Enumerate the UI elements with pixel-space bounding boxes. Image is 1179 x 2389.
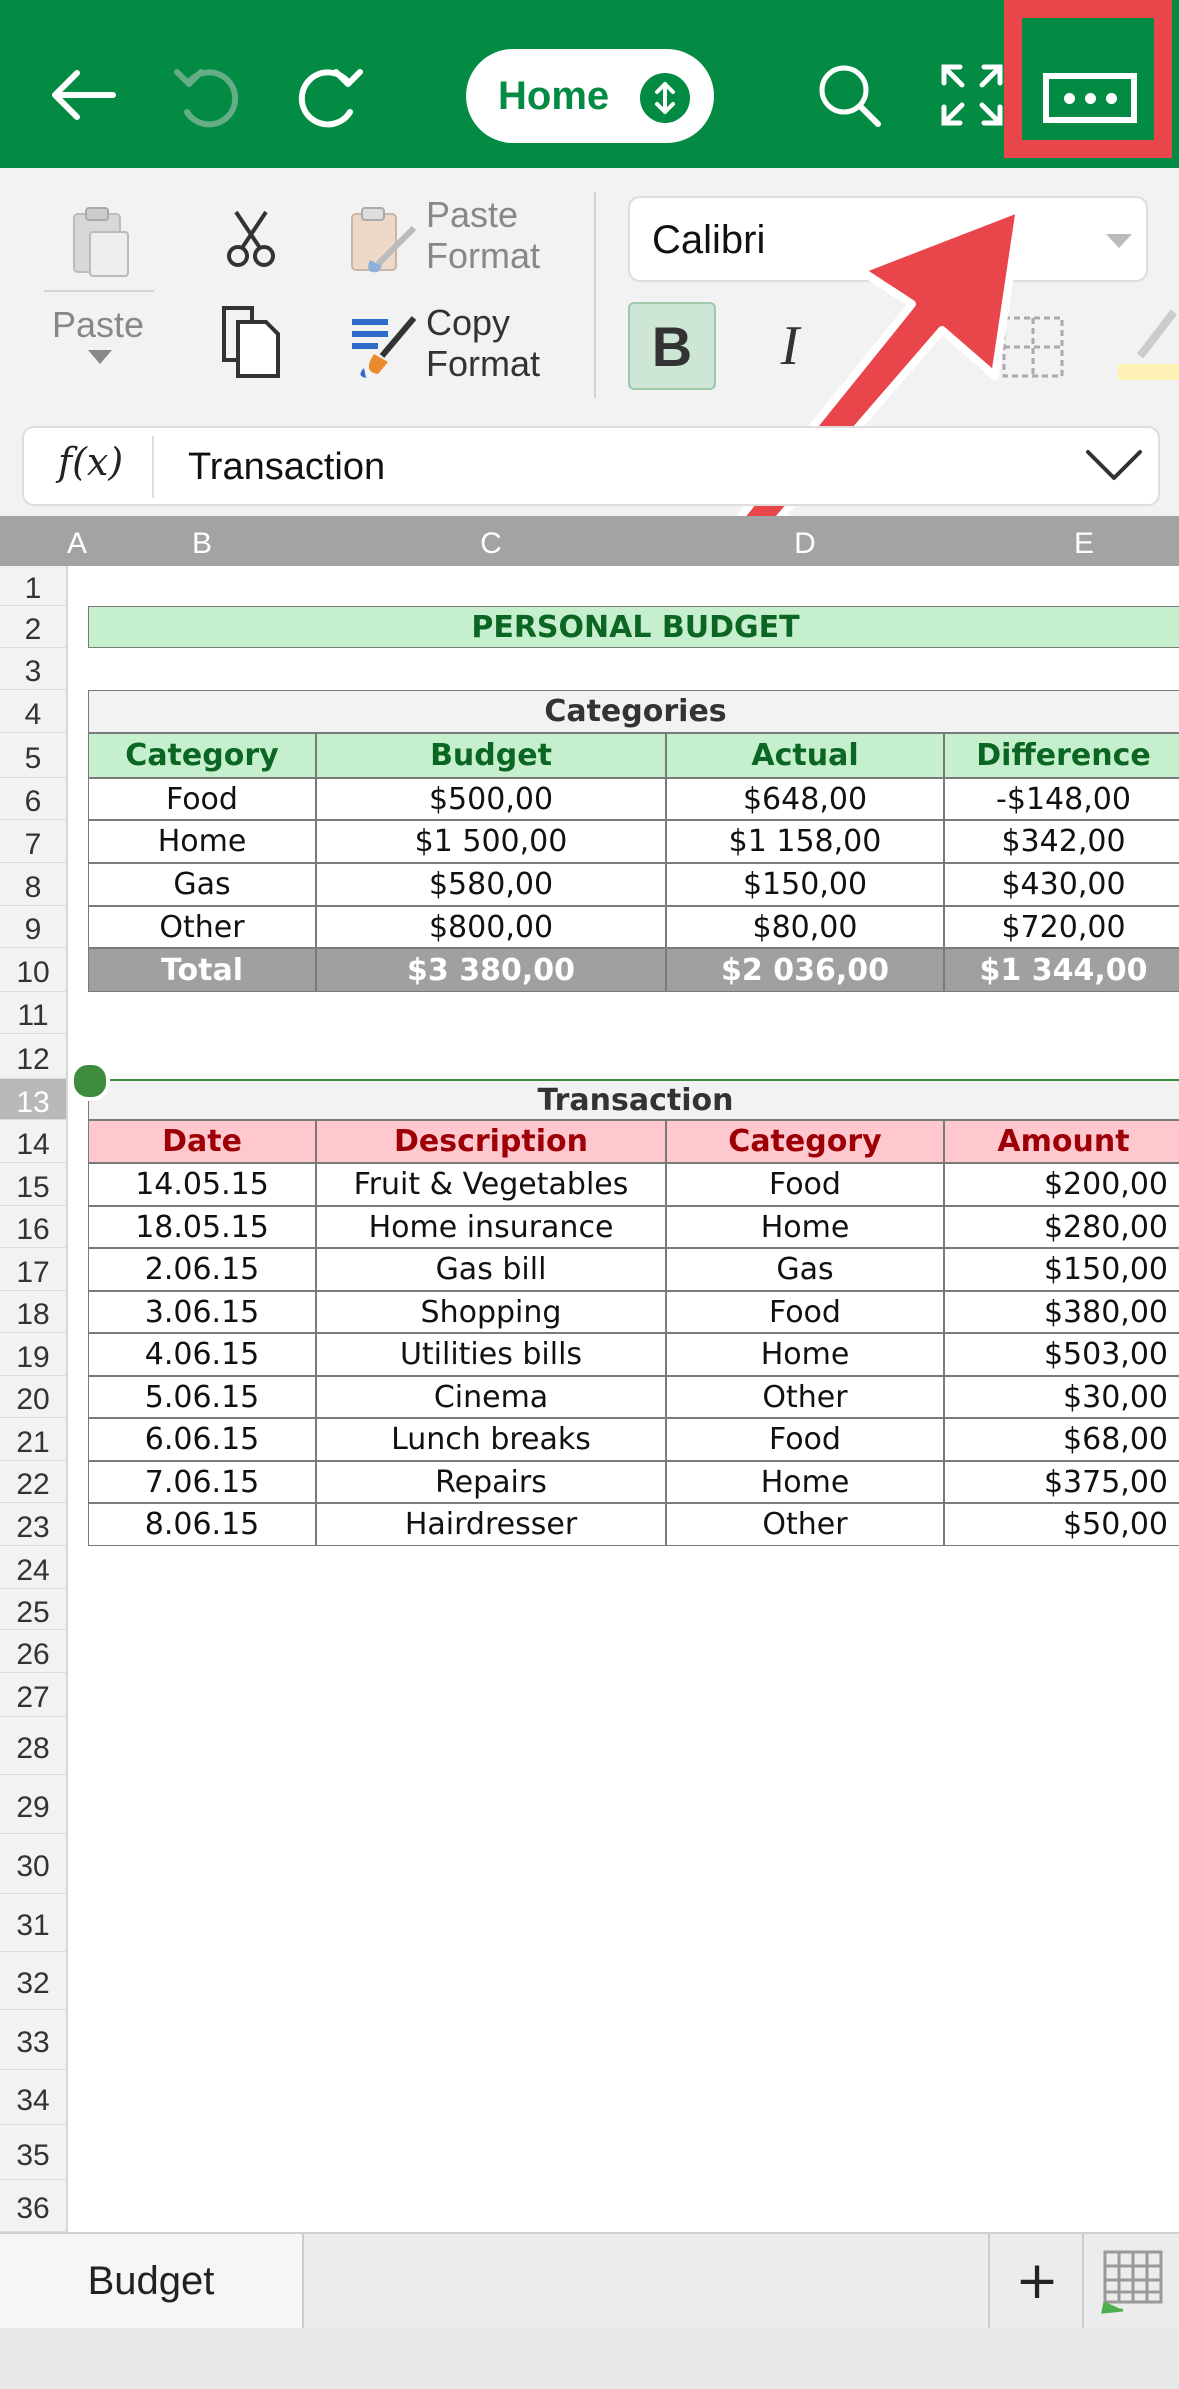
transaction-cell[interactable]: Utilities bills: [316, 1333, 666, 1376]
function-icon[interactable]: f(x): [58, 440, 124, 484]
sheet-tab-bar: [0, 2232, 1179, 2330]
categories-cell[interactable]: $430,00: [944, 863, 1179, 906]
categories-header[interactable]: Difference: [944, 733, 1179, 778]
categories-cell[interactable]: $800,00: [316, 906, 666, 948]
transaction-cell[interactable]: $68,00: [944, 1418, 1179, 1461]
selection-handle[interactable]: [70, 1061, 110, 1101]
row-header-23[interactable]: 23: [0, 1503, 66, 1546]
categories-cell[interactable]: $342,00: [944, 820, 1179, 863]
formula-input[interactable]: Transaction: [188, 446, 386, 488]
categories-cell[interactable]: -$148,00: [944, 778, 1179, 820]
transaction-cell[interactable]: Fruit & Vegetables: [316, 1163, 666, 1206]
row-header-7[interactable]: 7: [0, 820, 66, 863]
sheet-tab-budget[interactable]: Budget: [0, 2234, 304, 2328]
font-name-value: Calibri: [652, 218, 766, 262]
transaction-cell[interactable]: $280,00: [944, 1206, 1179, 1248]
transaction-cell[interactable]: 5.06.15: [88, 1376, 316, 1418]
transaction-cell[interactable]: 14.05.15: [88, 1163, 316, 1206]
transaction-cell[interactable]: Repairs: [316, 1461, 666, 1503]
transaction-cell[interactable]: Cinema: [316, 1376, 666, 1418]
transaction-cell[interactable]: $380,00: [944, 1291, 1179, 1333]
home-tab-label: Home: [498, 73, 610, 118]
row-header-13[interactable]: 13: [0, 1079, 66, 1120]
copy-format-label-1[interactable]: Copy: [426, 302, 511, 343]
transaction-cell[interactable]: 4.06.15: [88, 1333, 316, 1376]
categories-cell[interactable]: Food: [88, 778, 316, 820]
categories-total-cell[interactable]: Total: [88, 948, 316, 992]
formula-bar[interactable]: [22, 426, 1160, 506]
transaction-cell[interactable]: Home: [666, 1461, 944, 1503]
transaction-header[interactable]: Date: [88, 1120, 316, 1163]
transaction-cell[interactable]: Other: [666, 1503, 944, 1546]
transaction-cell[interactable]: Home insurance: [316, 1206, 666, 1248]
row-header-18[interactable]: 18: [0, 1291, 66, 1333]
row-header-27[interactable]: 27: [0, 1673, 66, 1717]
transaction-cell[interactable]: Food: [666, 1418, 944, 1461]
transaction-cell[interactable]: $30,00: [944, 1376, 1179, 1418]
row-header-20[interactable]: 20: [0, 1376, 66, 1418]
row-header-1[interactable]: 1: [0, 566, 66, 606]
transaction-cell[interactable]: Home: [666, 1206, 944, 1248]
transaction-title[interactable]: Transaction: [88, 1079, 1179, 1120]
transaction-cell[interactable]: 7.06.15: [88, 1461, 316, 1503]
categories-title[interactable]: Categories: [88, 690, 1179, 733]
transaction-cell[interactable]: Food: [666, 1291, 944, 1333]
row-header-9[interactable]: 9: [0, 906, 66, 948]
categories-cell[interactable]: $500,00: [316, 778, 666, 820]
categories-cell[interactable]: Gas: [88, 863, 316, 906]
column-header-a[interactable]: A: [66, 527, 87, 560]
categories-cell[interactable]: $1 500,00: [316, 820, 666, 863]
categories-total-cell[interactable]: $3 380,00: [316, 948, 666, 992]
transaction-header[interactable]: Description: [316, 1120, 666, 1163]
categories-cell[interactable]: Other: [88, 906, 316, 948]
row-header-36[interactable]: 36: [0, 2180, 66, 2232]
transaction-cell[interactable]: $200,00: [944, 1163, 1179, 1206]
row-header-14[interactable]: 14: [0, 1120, 66, 1163]
categories-cell[interactable]: $580,00: [316, 863, 666, 906]
row-header-4[interactable]: 4: [0, 690, 66, 733]
spreadsheet-grid[interactable]: [68, 566, 1179, 2232]
transaction-cell[interactable]: 18.05.15: [88, 1206, 316, 1248]
categories-total-cell[interactable]: $2 036,00: [666, 948, 944, 992]
row-header-24[interactable]: 24: [0, 1546, 66, 1589]
categories-cell[interactable]: $648,00: [666, 778, 944, 820]
transaction-cell[interactable]: $375,00: [944, 1461, 1179, 1503]
transaction-cell[interactable]: 3.06.15: [88, 1291, 316, 1333]
row-header-3[interactable]: 3: [0, 648, 66, 690]
formula-divider: [152, 436, 154, 498]
categories-cell[interactable]: Home: [88, 820, 316, 863]
row-header-35[interactable]: 35: [0, 2125, 66, 2180]
row-header-29[interactable]: 29: [0, 1775, 66, 1834]
transaction-header[interactable]: Category: [666, 1120, 944, 1163]
row-header-26[interactable]: 26: [0, 1630, 66, 1673]
transaction-cell[interactable]: Gas: [666, 1248, 944, 1291]
categories-cell[interactable]: $1 158,00: [666, 820, 944, 863]
transaction-cell[interactable]: Home: [666, 1333, 944, 1376]
transaction-cell[interactable]: Hairdresser: [316, 1503, 666, 1546]
paste-format-label-1[interactable]: Paste: [426, 194, 519, 235]
row-header-5[interactable]: 5: [0, 733, 66, 778]
row-header-25[interactable]: 25: [0, 1589, 66, 1630]
chevron-down-icon[interactable]: [1084, 446, 1144, 490]
transaction-cell[interactable]: 2.06.15: [88, 1248, 316, 1291]
row-header-30[interactable]: 30: [0, 1834, 66, 1894]
row-header-22[interactable]: 22: [0, 1461, 66, 1503]
copy-format-label-2[interactable]: Format: [426, 343, 541, 384]
italic-button[interactable]: I: [780, 315, 800, 377]
row-header-28[interactable]: 28: [0, 1717, 66, 1775]
paste-button[interactable]: Paste: [52, 304, 145, 345]
row-header-33[interactable]: 33: [0, 2010, 66, 2070]
column-header-e[interactable]: E: [1073, 527, 1094, 560]
budget-title[interactable]: PERSONAL BUDGET: [88, 606, 1179, 648]
column-header-b[interactable]: B: [191, 527, 212, 560]
row-header-2[interactable]: 2: [0, 606, 66, 648]
categories-header[interactable]: Category: [88, 733, 316, 778]
add-sheet-button[interactable]: +: [988, 2234, 1084, 2328]
transaction-header[interactable]: Amount: [944, 1120, 1179, 1163]
transaction-cell[interactable]: Lunch breaks: [316, 1418, 666, 1461]
bold-button[interactable]: B: [628, 302, 716, 390]
paste-format-label-2[interactable]: Format: [426, 235, 541, 276]
categories-header[interactable]: Actual: [666, 733, 944, 778]
row-header-12[interactable]: 12: [0, 1034, 66, 1079]
row-header-32[interactable]: 32: [0, 1952, 66, 2010]
transaction-cell[interactable]: $150,00: [944, 1248, 1179, 1291]
home-indicator-area: [0, 2328, 1179, 2389]
transaction-cell[interactable]: Other: [666, 1376, 944, 1418]
row-header-34[interactable]: 34: [0, 2070, 66, 2125]
transaction-cell[interactable]: Shopping: [316, 1291, 666, 1333]
categories-header[interactable]: Budget: [316, 733, 666, 778]
row-header-16[interactable]: 16: [0, 1206, 66, 1248]
column-header: [0, 516, 1179, 566]
transaction-cell[interactable]: 8.06.15: [88, 1503, 316, 1546]
row-header-8[interactable]: 8: [0, 863, 66, 906]
transaction-cell[interactable]: $503,00: [944, 1333, 1179, 1376]
column-header-d[interactable]: D: [794, 527, 816, 560]
transaction-cell[interactable]: Food: [666, 1163, 944, 1206]
row-header-6[interactable]: 6: [0, 778, 66, 820]
categories-total-cell[interactable]: $1 344,00: [944, 948, 1179, 992]
row-header-15[interactable]: 15: [0, 1163, 66, 1206]
row-header-11[interactable]: 11: [0, 992, 66, 1034]
categories-cell[interactable]: $80,00: [666, 906, 944, 948]
row-header-21[interactable]: 21: [0, 1418, 66, 1461]
column-header-c[interactable]: C: [480, 527, 502, 560]
transaction-cell[interactable]: Gas bill: [316, 1248, 666, 1291]
transaction-cell[interactable]: $50,00: [944, 1503, 1179, 1546]
grid-view-icon[interactable]: [1082, 2234, 1179, 2328]
row-header-10[interactable]: 10: [0, 948, 66, 992]
row-header-17[interactable]: 17: [0, 1248, 66, 1291]
row-header-19[interactable]: 19: [0, 1333, 66, 1376]
row-header: [0, 566, 68, 2232]
categories-cell[interactable]: $150,00: [666, 863, 944, 906]
categories-cell[interactable]: $720,00: [944, 906, 1179, 948]
transaction-cell[interactable]: 6.06.15: [88, 1418, 316, 1461]
row-header-31[interactable]: 31: [0, 1894, 66, 1952]
